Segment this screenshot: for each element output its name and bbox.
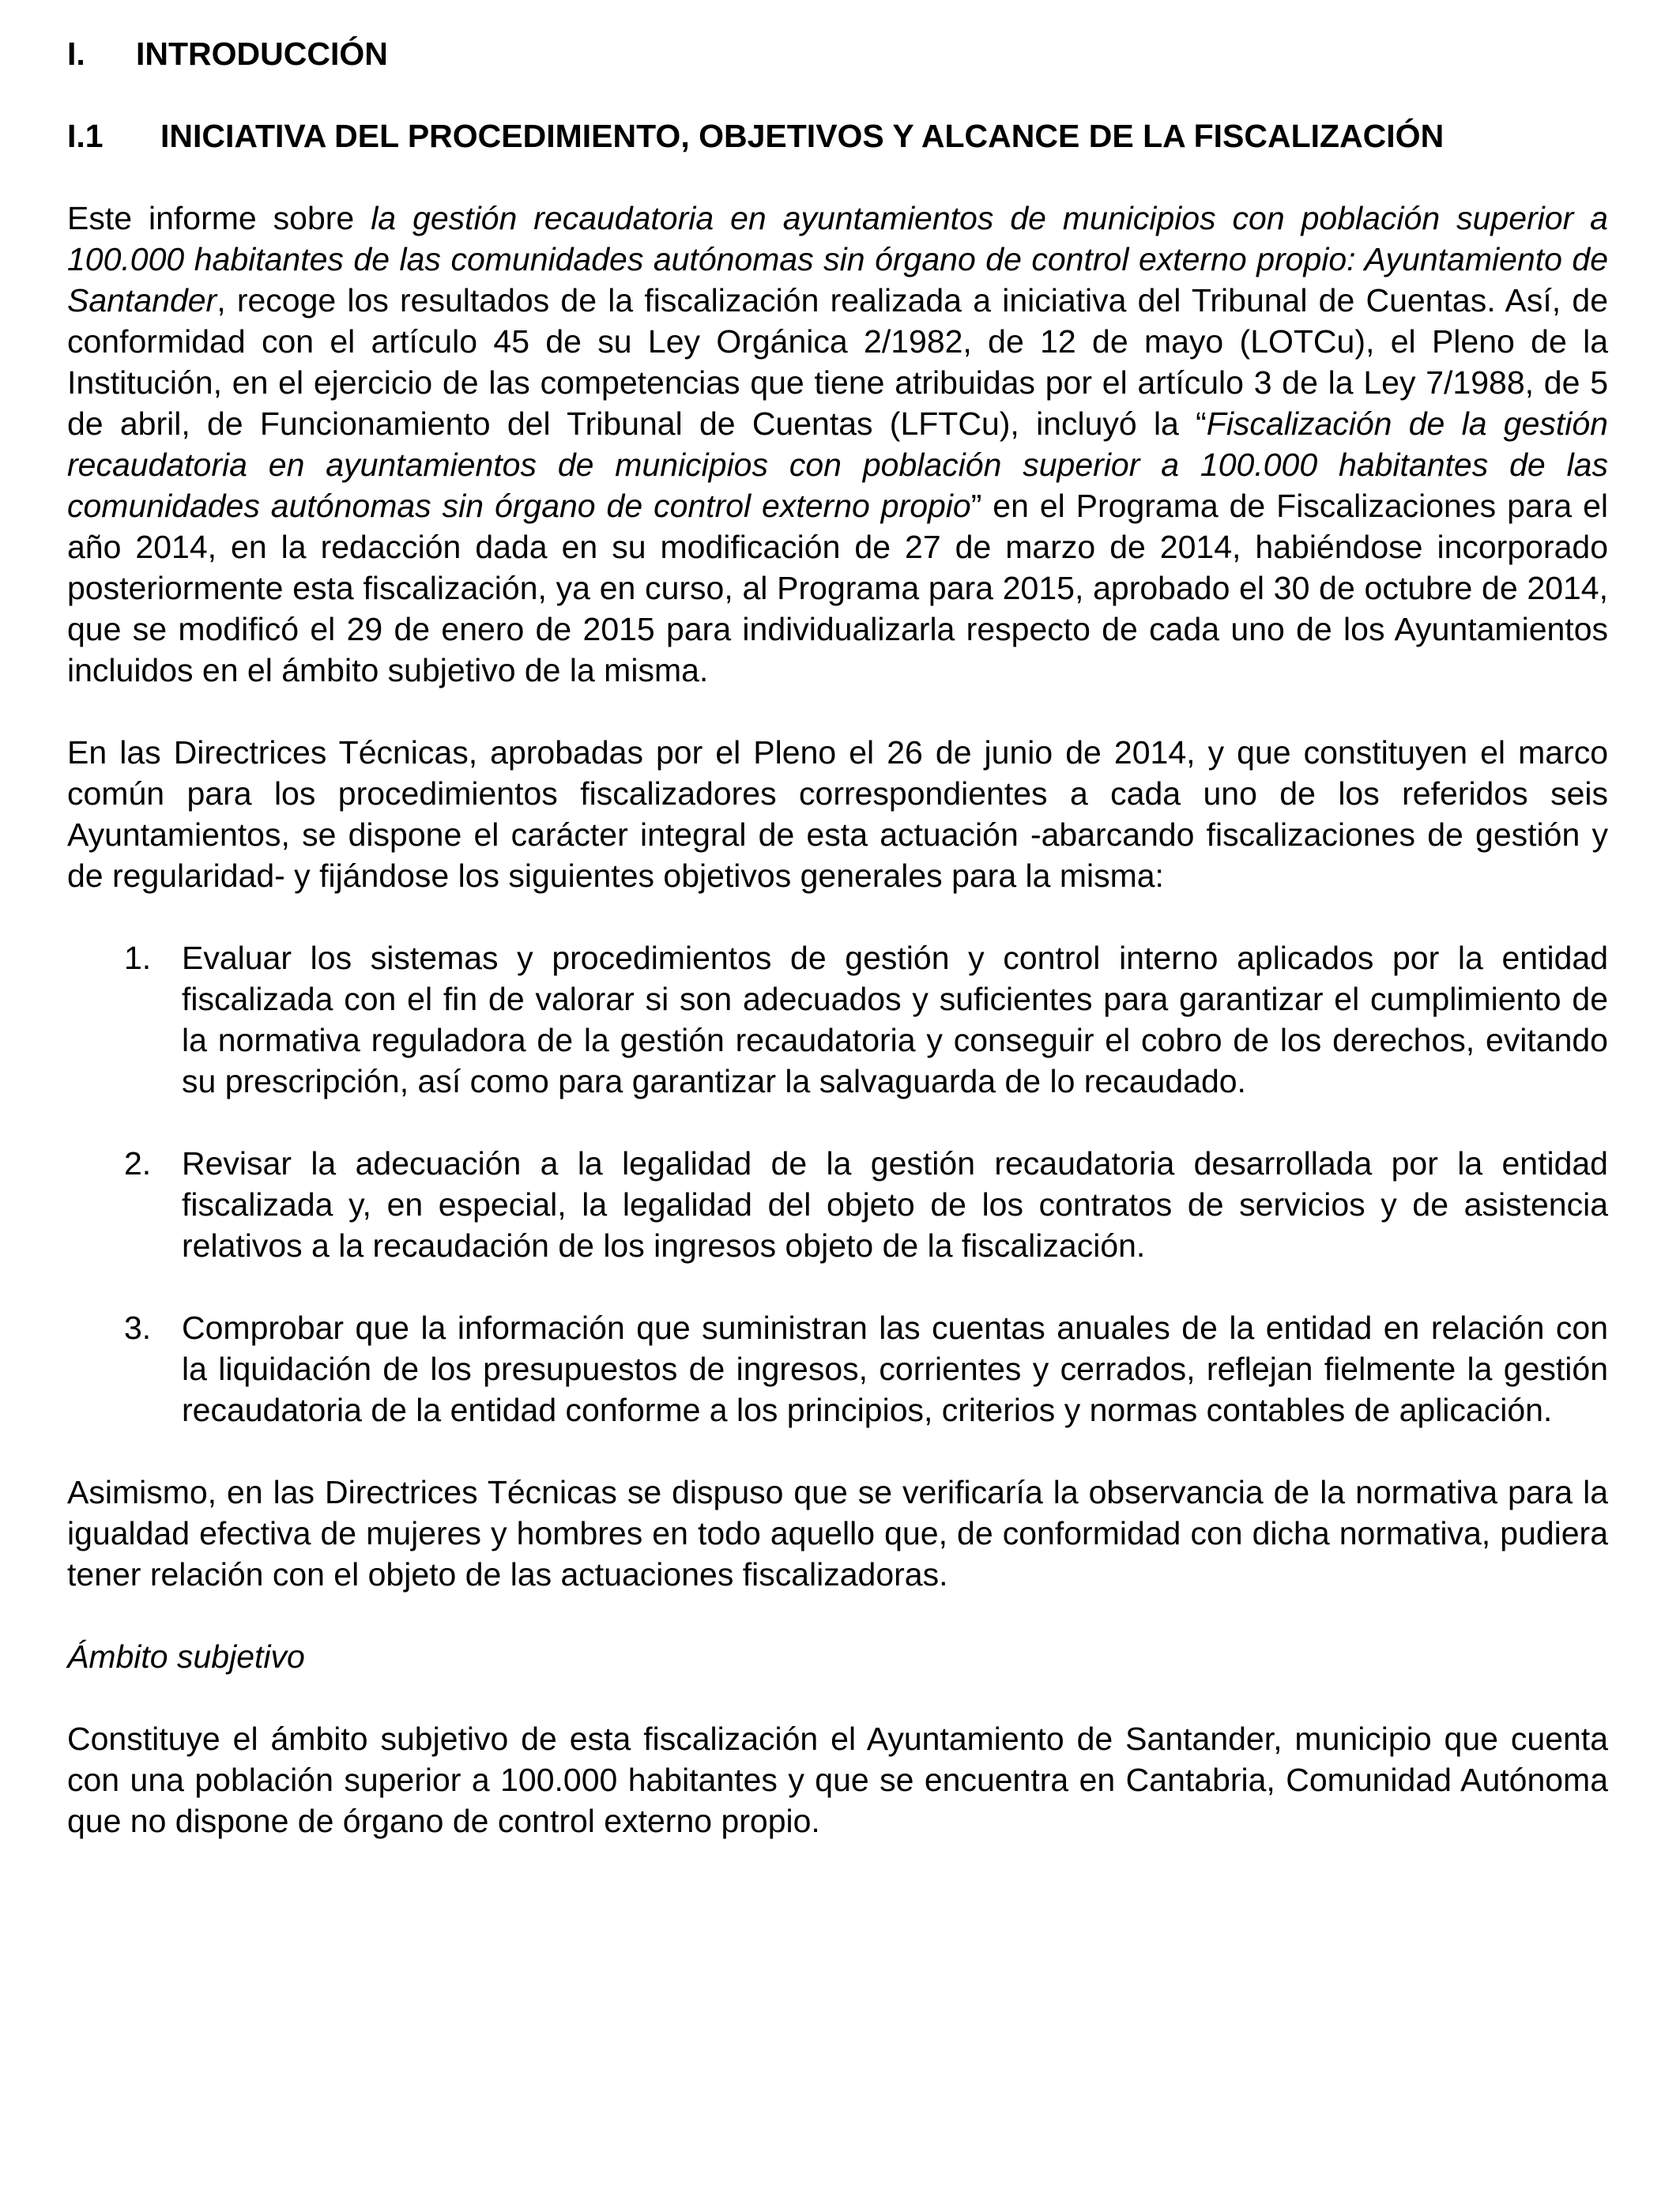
intro-paragraph	[67, 198, 1608, 691]
section-number: I.	[67, 36, 85, 72]
list-item-number: 2.	[124, 1145, 152, 1182]
objectives-list	[67, 937, 1608, 1431]
directrices-paragraph: En las Directrices Técnicas, aprobadas por el Pleno el 26 de junio de 2014, y que constituyen el marco común para los procedimientos fiscalizadores correspondientes a cada uno de los referidos seis Ayuntamientos, se dispone el carácter integral de esta actuación -abarcando fiscalizaciones de gestión y de regularidad- y fijándose los siguientes objetivos generales para la misma:	[67, 734, 1608, 894]
list-item	[67, 1307, 1608, 1431]
list-item	[67, 1143, 1608, 1266]
list-item-text: Comprobar que la información que suministran las cuentas anuales de la entidad en relación con la liquidación de los presupuestos de ingresos, corrientes y cerrados, reflejan fielmente la gestión recaudatoria de la entidad conforme a los principios, criterios y normas contables de aplicación.	[182, 1310, 1608, 1428]
scope-subheading: Ámbito subjetivo	[67, 1638, 305, 1675]
list-item-number: 1.	[124, 940, 152, 976]
list-item-text: Revisar la adecuación a la legalidad de la gestión recaudatoria desarrollada por la entidad fiscalizada y, en especial, la legalidad del objeto de los contratos de servicios y de asistencia relativos a la recaudación de los ingresos objeto de la fiscalización.	[182, 1145, 1608, 1264]
subsection-heading	[67, 115, 1608, 156]
list-item-text: Evaluar los sistemas y procedimientos de gestión y control interno aplicados por la entidad fiscalizada con el fin de valorar si son adecuados y suficientes para garantizar el cumplimiento de la normativa reguladora de la gestión recaudatoria y conseguir el cobro de los derechos, evitando su prescripción, así como para garantizar la salvaguarda de lo recaudado.	[182, 940, 1608, 1099]
list-item-number: 3.	[124, 1310, 152, 1346]
equality-paragraph: Asimismo, en las Directrices Técnicas se dispuso que se verificaría la observancia de la normativa para la igualdad efectiva de mujeres y hombres en todo aquello que, de conformidad con dicha normativa, pudiera tener relación con el objeto de las actuaciones fiscalizadoras.	[67, 1474, 1608, 1593]
intro-italic-title: la gestión recaudatoria en ayuntamientos de municipios con población superior a 100.000 habitantes de las comunidades autónomas sin órgano de control externo propio: Ayuntamiento de Santander	[67, 200, 1608, 319]
list-item	[67, 937, 1608, 1102]
intro-italic-program: Fiscalización de la gestión recaudatoria en ayuntamientos de municipios con población superior a 100.000 habitantes de las comunidades autónomas sin órgano de control externo propio	[67, 405, 1608, 524]
subsection-title: INICIATIVA DEL PROCEDIMIENTO, OBJETIVOS Y ALCANCE DE LA FISCALIZACIÓN	[160, 118, 1445, 154]
scope-paragraph: Constituye el ámbito subjetivo de esta fiscalización el Ayuntamiento de Santander, municipio que cuenta con una población superior a 100.000 habitantes y que se encuentra en Cantabria, Comunidad Autónoma que no dispone de órgano de control externo propio.	[67, 1721, 1608, 1839]
subsection-number: I.1	[67, 118, 104, 154]
section-title: INTRODUCCIÓN	[136, 36, 388, 72]
intro-text-1: Este informe sobre	[67, 200, 371, 236]
section-heading	[67, 33, 1608, 74]
intro-text-3: ” en el Programa de Fiscalizaciones para el año 2014, en la redacción dada en su modificación de 27 de marzo de 2014, habiéndose incorporado posteriormente esta fiscalización, ya en curso, al Programa para 2015, aprobado el 30 de octubre de 2014, que se modificó el 29 de enero de 2015 para individualizarla respecto de cada uno de los Ayuntamientos incluidos en el ámbito subjetivo de la misma.	[67, 488, 1608, 688]
intro-text-2: , recoge los resultados de la fiscalización realizada a iniciativa del Tribunal de Cuentas. Así, de conformidad con el artículo 45 de su Ley Orgánica 2/1982, de 12 de mayo (LOTCu), el Pleno de la Institución, en el ejercicio de las competencias que tiene atribuidas por el artículo 3 de la Ley 7/1988, de 5 de abril, de Funcionamiento del Tribunal de Cuentas (LFTCu), incluyó la “	[67, 282, 1608, 442]
document-page	[67, 32, 1608, 1842]
